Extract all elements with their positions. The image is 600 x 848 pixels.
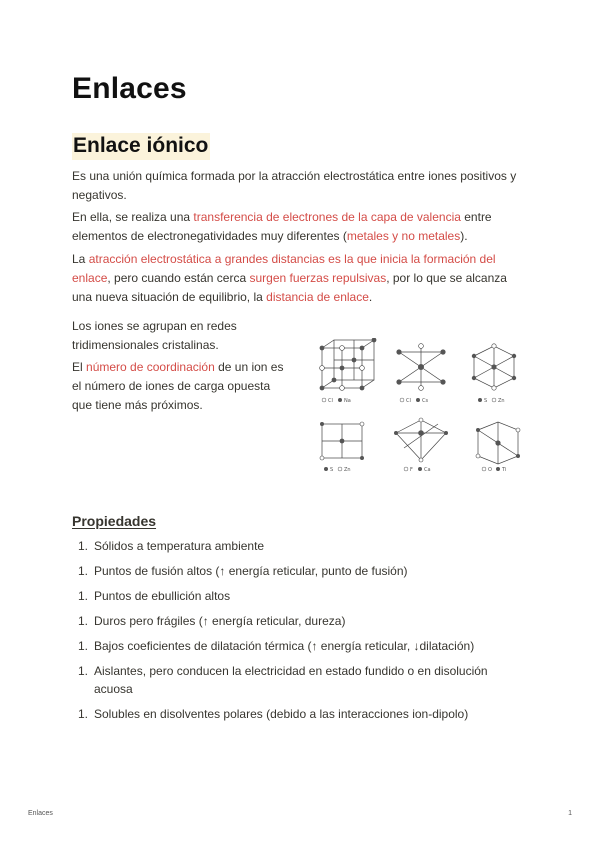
text-run: La — [72, 252, 89, 266]
properties-heading: Propiedades — [72, 513, 157, 529]
text-run: El — [72, 360, 87, 374]
legend-label: Cs — [422, 398, 429, 404]
legend-label: O — [488, 467, 492, 473]
list-item — [72, 662, 528, 698]
caf2-lattice-icon — [396, 420, 446, 460]
legend-label: S — [330, 467, 334, 473]
section-heading: Enlace iónico — [72, 133, 210, 160]
list-number: 1. — [78, 614, 89, 628]
legend-label: Zn — [344, 467, 351, 473]
highlight-coordination: número de coordinación — [86, 360, 215, 374]
legend-label: Zn — [498, 398, 505, 404]
text-run: En ella, se realiza una — [72, 210, 194, 224]
properties-list — [72, 537, 528, 730]
highlight-transfer: transferencia de electrones de la capa de valencia — [193, 210, 461, 224]
list-item-text: Sólidos a temperatura ambiente — [94, 539, 265, 553]
legend-label: Ca — [424, 467, 431, 473]
list-item-text: Solubles en disolventes polares (debido a las interacciones ion-dipolo) — [94, 707, 469, 721]
nacl-lattice-icon — [322, 340, 374, 388]
list-item-text: Duros pero frágiles (↑ energía reticular, dureza) — [94, 614, 346, 628]
transfer-paragraph — [72, 208, 528, 246]
text-run: ). — [460, 229, 468, 243]
list-item — [72, 705, 528, 723]
text-run: , por lo que se alcanza una nueva situación de equilibrio, la — [72, 271, 507, 304]
list-number: 1. — [78, 639, 89, 653]
page-number: 1 — [568, 810, 572, 817]
list-number: 1. — [78, 589, 89, 603]
list-number: 1. — [78, 564, 89, 578]
highlight-bond-distance: distancia de enlace — [266, 290, 369, 304]
legend-label: Cl — [406, 398, 411, 404]
legend-label: F — [410, 467, 413, 473]
list-item — [72, 637, 528, 655]
list-number: 1. — [78, 664, 89, 678]
text-run: , pero cuando están cerca — [107, 271, 250, 285]
coordination-paragraph — [72, 358, 292, 415]
list-item — [72, 612, 528, 630]
highlight-attraction: atracción electrostática a grandes distancias es la que inicia la formación del enlace — [72, 252, 496, 285]
legend-label: Na — [344, 398, 351, 404]
list-item — [72, 537, 528, 555]
footer-title: Enlaces — [28, 810, 53, 817]
lattice-paragraph: Los iones se agrupan en redes tridimensionales cristalinas. — [72, 319, 237, 352]
list-item — [72, 587, 528, 605]
text-run: . — [368, 290, 373, 304]
list-item — [72, 562, 528, 580]
attraction-paragraph — [72, 250, 528, 307]
list-item-text: Puntos de ebullición altos — [94, 589, 231, 603]
highlight-metals: metales y no metales — [346, 229, 461, 243]
text-run: entre elementos de electronegatividades muy diferentes ( — [72, 210, 492, 243]
crystal-lattices-figure — [314, 338, 528, 478]
legend-label: S — [484, 398, 488, 404]
list-item-text: Puntos de fusión altos (↑ energía reticular, punto de fusión) — [94, 564, 408, 578]
list-item-text: Aislantes, pero conducen la electricidad en estado fundido o en disolución acuosa — [94, 664, 488, 696]
list-number: 1. — [78, 539, 89, 553]
list-item-text: Bajos coeficientes de dilatación térmica (↑ energía reticular, ↓dilatación) — [94, 639, 475, 653]
list-number: 1. — [78, 707, 89, 721]
definition-paragraph: Es una unión química formada por la atracción electrostática entre iones positivos y negativos. — [72, 169, 517, 202]
page-title: Enlaces — [72, 72, 187, 105]
legend-label: Ti — [502, 467, 507, 473]
highlight-repulsive: surgen fuerzas repulsivas — [249, 271, 387, 285]
text-run: de un ion es el número de iones de carga opuesta que tiene más próximos. — [72, 360, 284, 412]
legend-label: Cl — [328, 398, 333, 404]
